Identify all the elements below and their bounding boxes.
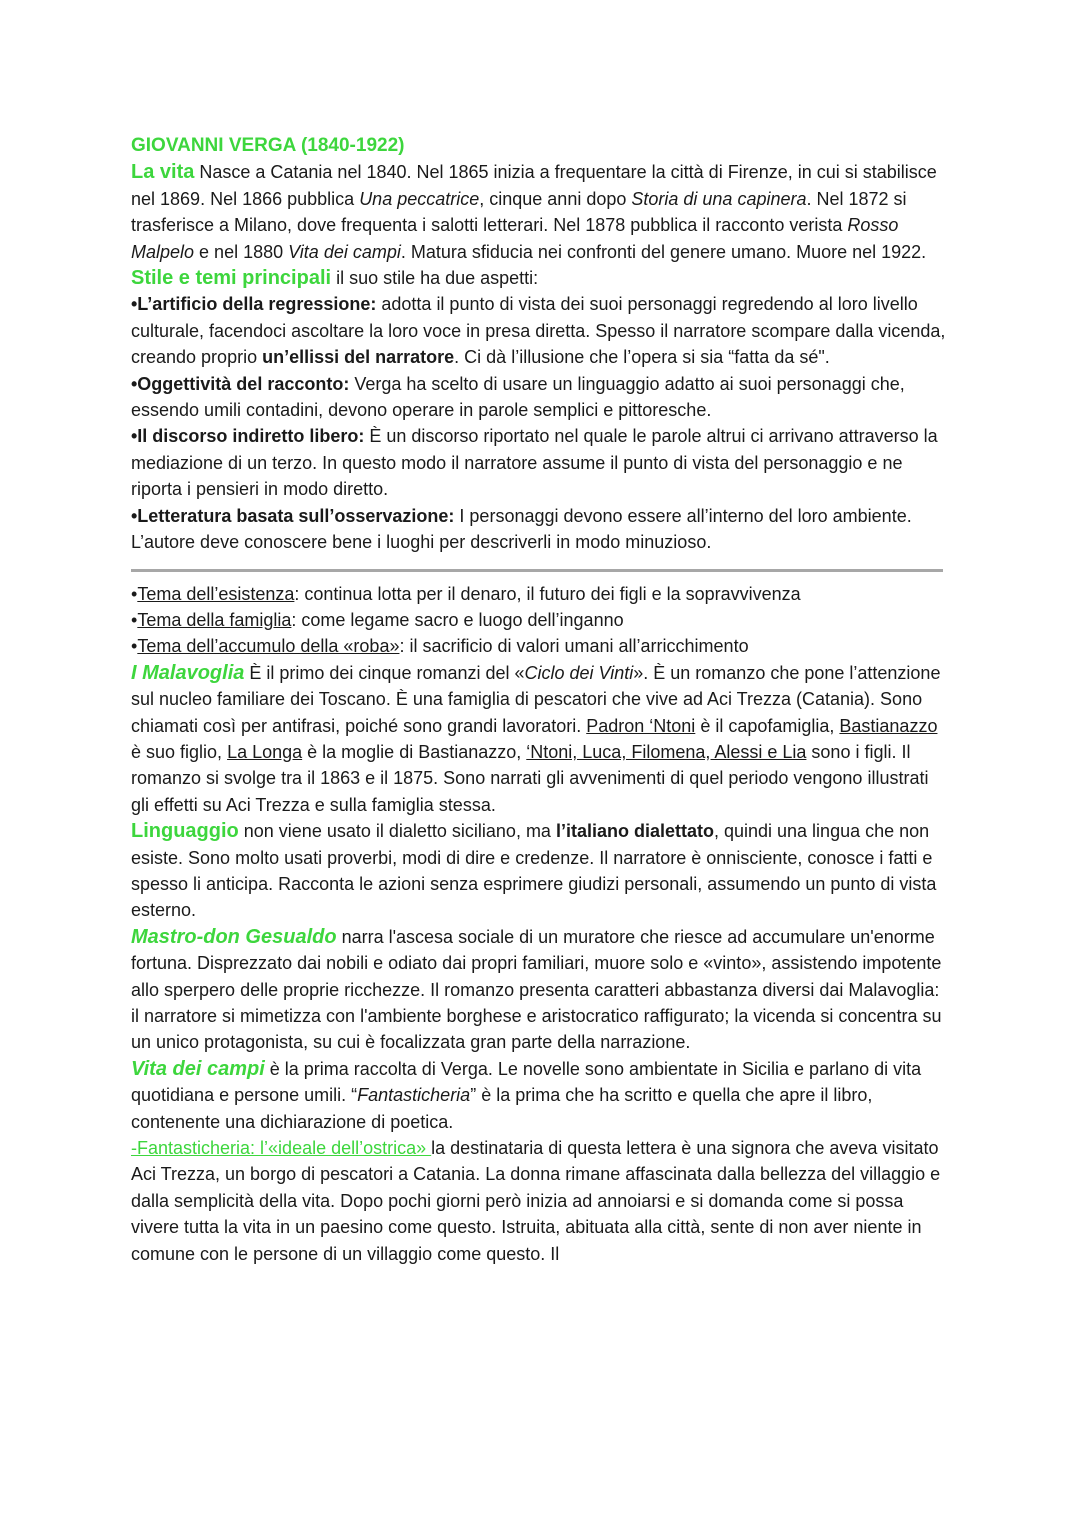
- document-page: [131, 132, 951, 1267]
- section-fantasticheria: [131, 1135, 951, 1267]
- malavoglia-text-5: è la moglie di Bastianazzo,: [302, 741, 527, 762]
- character-padron-ntoni: Padron ‘Ntoni: [586, 715, 696, 736]
- vita-text-1: Nasce a Catania nel 1840. Nel 1865 inizia a frequentare la città di Firenze, in cui si stabilisce nel 1869. Nel 1866 pubblica: [131, 162, 937, 209]
- divider: [131, 569, 943, 572]
- text-discorso: È un discorso riportato nel quale le parole altrui ci arrivano attraverso la mediazione di un terzo. In questo modo il narratore assume il punto di vista del personaggio e ne riporta i pensieri in modo diretto.: [131, 426, 938, 500]
- tema-item: [131, 581, 951, 607]
- character-la-longa: La Longa: [227, 741, 303, 762]
- tema-text: : come legame sacro e luogo dell’inganno: [291, 609, 624, 630]
- label-oggettivita: •Oggettività del racconto:: [131, 373, 350, 394]
- stile-point-oggettivita: [131, 371, 951, 424]
- tema-text: : continua lotta per il denaro, il futuro dei figli e la sopravvivenza: [294, 583, 801, 604]
- italiano-dialettato: l’italiano dialettato: [555, 821, 714, 842]
- tema-item: [131, 633, 951, 659]
- heading-stile: Stile e temi principali: [131, 267, 332, 290]
- vitacampi-text-1: è la prima raccolta di Verga. Le novelle sono ambientate in Sicilia e parlano di vita quotidiana e persone umili. “: [131, 1058, 922, 1106]
- stile-intro: il suo stile ha due aspetti:: [331, 268, 539, 289]
- tema-name: Tema dell’esistenza: [137, 583, 295, 604]
- vita-text-4: e nel 1880: [194, 241, 289, 262]
- heading-linguaggio: Linguaggio: [131, 820, 239, 843]
- vita-text-2: , cinque anni dopo: [479, 188, 632, 209]
- heading-vita-dei-campi: Vita dei campi: [131, 1057, 265, 1080]
- section-vita: [131, 159, 951, 265]
- section-mastro-don-gesualdo: [131, 924, 951, 1056]
- tema-bullet: •: [131, 609, 138, 630]
- label-osservazione: •Letteratura basata sull’osservazione:: [131, 505, 455, 526]
- vitacampi-text-2: ” è la prima che ha scritto e quella che apre il libro, contenente una dichiarazione di poetica.: [131, 1085, 873, 1132]
- tema-name: Tema della famiglia: [137, 609, 292, 630]
- tema-text: : il sacrificio di valori umani all’arricchimento: [399, 636, 749, 657]
- tema-name: Tema dell’accumulo della «roba»: [137, 636, 400, 657]
- mastro-text: narra l'ascesa sociale di un muratore che riesce ad accumulare un'enorme fortuna. Disprezzato dai nobili e odiato dai propri familiari, muore solo e «vinto», assistendo impotente allo sperpero delle proprie ricchezze. Il romanzo presenta caratteri abbastanza diversi dai Malavoglia: il narratore si mimetizza con l'ambiente borghese e aristocratico raffigurato; la vicenda si concentra su un unico protagonista, su cui è focalizzata gran parte della narrazione.: [131, 926, 942, 1053]
- tema-item: [131, 607, 951, 633]
- vita-text-3: . Nel 1872 si trasferisce a Milano, dove frequenta i salotti letterari. Nel 1878 pubblica il racconto verista: [131, 188, 907, 236]
- heading-vita: La vita: [131, 161, 195, 184]
- fantasticheria-text: la destinataria di questa lettera è una signora che aveva visitato Aci Trezza, un borgo di pescatori a Catania. La donna rimane affascinata dalla bellezza del villaggio e dalla semplicità della vita. Dopo pochi giorni però inizia ad annoiarsi e si domanda come si possa vivere tutta la vita in un paesino come questo. Istruita, abituata alla città, sente di non aver niente in comune con le persone di un villaggio come questo. Il: [131, 1138, 941, 1264]
- text-oggettivita: Verga ha scelto di usare un linguaggio adatto ai suoi personaggi che, essendo umili contadini, devono operare in parole semplici e pittoresche.: [131, 373, 905, 421]
- text-osservazione: I personaggi devono essere all’interno del loro ambiente. L’autore deve conoscere bene i luoghi per descriverli in modo minuzioso.: [131, 505, 912, 553]
- label-ellissi: un’ellissi del narratore: [262, 347, 455, 368]
- character-bastianazzo: Bastianazzo: [839, 715, 938, 736]
- section-linguaggio: [131, 818, 951, 924]
- stile-point-regressione: [131, 291, 951, 370]
- stile-point-osservazione: [131, 503, 951, 556]
- tema-bullet: •: [131, 583, 138, 604]
- work-una-peccatrice: Una peccatrice: [359, 188, 480, 209]
- linguaggio-text-1: non viene usato il dialetto siciliano, ma: [238, 821, 556, 842]
- heading-mastro: Mastro-don Gesualdo: [131, 925, 337, 948]
- malavoglia-text-2: ». È un romanzo che pone l’attenzione sul nucleo familiare dei Toscano. È una famiglia di pescatori che vive ad Aci Trezza (Catania). Sono chiamati così per antifrasi, poiché sono grandi lavoratori.: [131, 662, 941, 736]
- heading-malavoglia: I Malavoglia: [131, 661, 245, 684]
- work-fantasticheria: Fantasticheria: [357, 1085, 471, 1106]
- title-text: GIOVANNI VERGA (1840-1922): [131, 135, 405, 156]
- section-malavoglia: [131, 660, 951, 818]
- stile-point-discorso: [131, 423, 951, 502]
- malavoglia-text-1: È il primo dei cinque romanzi del «: [244, 662, 525, 683]
- label-discorso: •Il discorso indiretto libero:: [131, 426, 365, 447]
- tema-bullet: •: [131, 636, 138, 657]
- label-regressione: •L’artificio della regressione:: [131, 294, 377, 315]
- vita-text-5: . Matura sfiducia nei confronti del genere umano. Muore nel 1922.: [400, 241, 927, 262]
- text-ellissi: . Ci dà l’illusione che l’opera si sia “fatta da sé".: [454, 347, 830, 368]
- section-vita-dei-campi: [131, 1056, 951, 1135]
- linguaggio-text-2: , quindi una lingua che non esiste. Sono molto usati proverbi, modi di dire e credenze. Il narratore è onnisciente, conosce i fatti e spesso li anticipa. Racconta le azioni senza esprimere giudizi personali, assumendo un punto di vista esterno.: [131, 821, 937, 921]
- text-regressione: adotta il punto di vista dei suoi personaggi regredendo al loro livello culturale, facendoci ascoltare la loro voce in presa diretta. Spesso il narratore scompare dalla vicenda, creando proprio: [131, 294, 946, 368]
- fantasticheria-link[interactable]: -Fantasticheria: l’«ideale dell’ostrica»: [131, 1138, 432, 1159]
- work-rosso-malpelo: Rosso Malpelo: [131, 215, 899, 262]
- page-title: [131, 132, 951, 159]
- work-storia-capinera: Storia di una capinera: [631, 188, 807, 209]
- work-vita-dei-campi: Vita dei campi: [288, 241, 401, 262]
- section-stile: [131, 265, 951, 291]
- ciclo-dei-vinti: Ciclo dei Vinti: [524, 662, 634, 683]
- malavoglia-text-6: sono i figli. Il romanzo si svolge tra il 1863 e il 1875. Sono narrati gli avvenimenti di quel periodo vengono illustrati gli effetti su Aci Trezza e sulla famiglia stessa.: [131, 741, 929, 815]
- malavoglia-text-3: è il capofamiglia,: [695, 715, 840, 736]
- malavoglia-text-4: è suo figlio,: [131, 741, 228, 762]
- characters-figli: ‘Ntoni, Luca, Filomena, Alessi e Lia: [526, 741, 807, 762]
